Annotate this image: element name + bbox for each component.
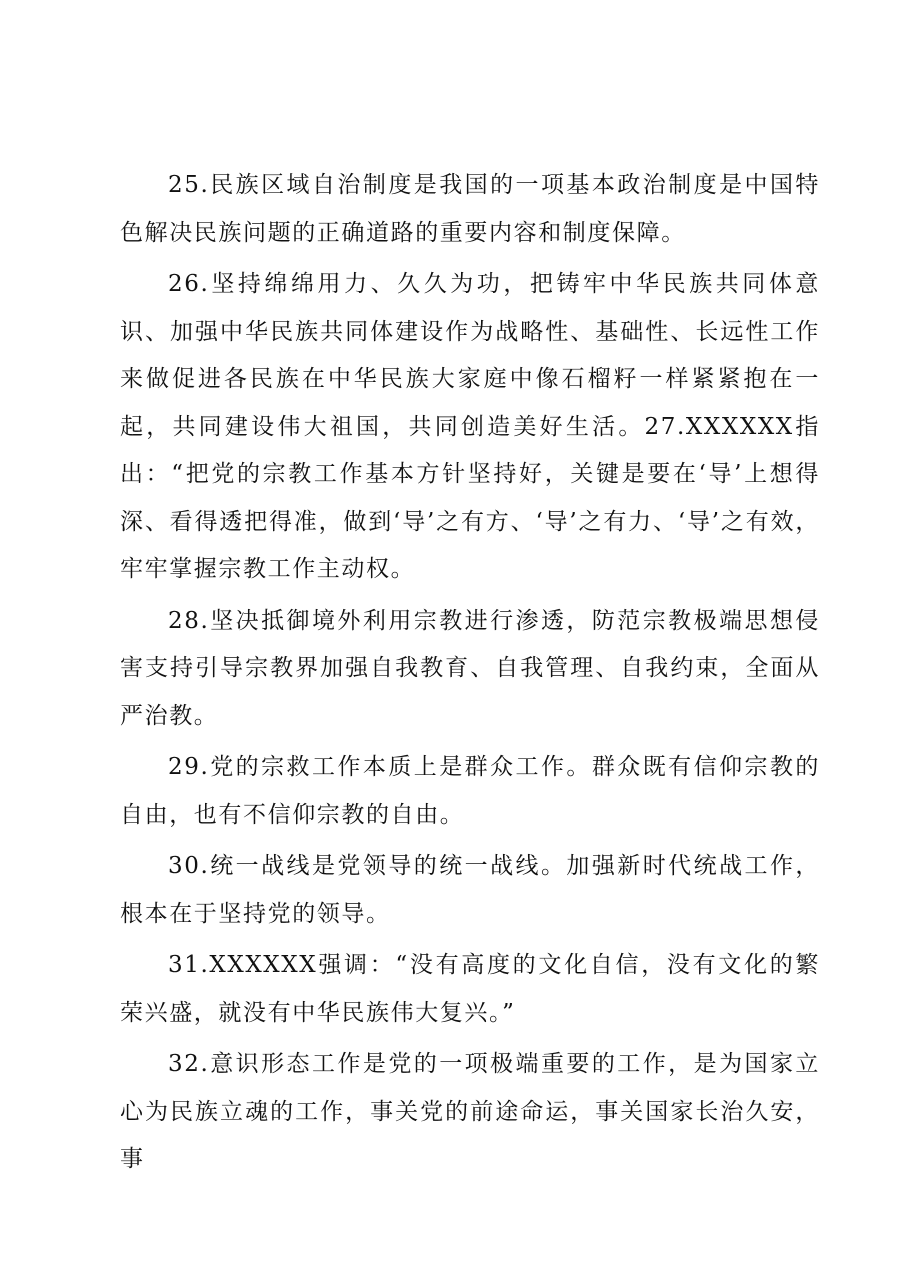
paragraph-29: 29.党的宗救工作本质上是群众工作。群众既有信仰宗教的自由，也有不信仰宗教的自由。 [120, 754, 820, 828]
paragraph-31: 31.XXXXXX强调：“没有高度的文化自信，没有文化的繁荣兴盛，就没有中华民族伟大复兴。” [120, 952, 820, 1026]
document-body [120, 162, 820, 1188]
paragraph-25: 25.民族区域自治制度是我国的一项基本政治制度是中国特色解决民族问题的正确道路的重要内容和制度保障。 [120, 172, 820, 246]
paragraph-32: 32.意识形态工作是党的一项极端重要的工作，是为国家立心为民族立魂的工作，事关党的前途命运，事关国家长治久安，事 [120, 1051, 820, 1172]
paragraph-28: 28.坚决抵御境外利用宗教进行渗透，防范宗教极端思想侵害支持引导宗教界加强自我教育、自我管理、自我约束，全面从严治教。 [120, 607, 820, 729]
paragraph-30: 30.统一战线是党领导的统一战线。加强新时代统战工作，根本在于坚持党的领导。 [120, 853, 820, 927]
paragraph-26-27: 26.坚持绵绵用力、久久为功，把铸牢中华民族共同体意识、加强中华民族共同体建设作为战略性、基础性、长远性工作来做促进各民族在中华民族大家庭中像石榴籽一样紧紧抱在一起，共同建设伟大祖国，共同创造美好生活。27.XXXXXX指出：“把党的宗教工作基本方针坚持好，关键是要在‘导’上想得深、看得透把得准，做到‘导’之有方、‘导’之有力、‘导’之有效，牢牢掌握宗教工作主动权。 [120, 271, 820, 582]
